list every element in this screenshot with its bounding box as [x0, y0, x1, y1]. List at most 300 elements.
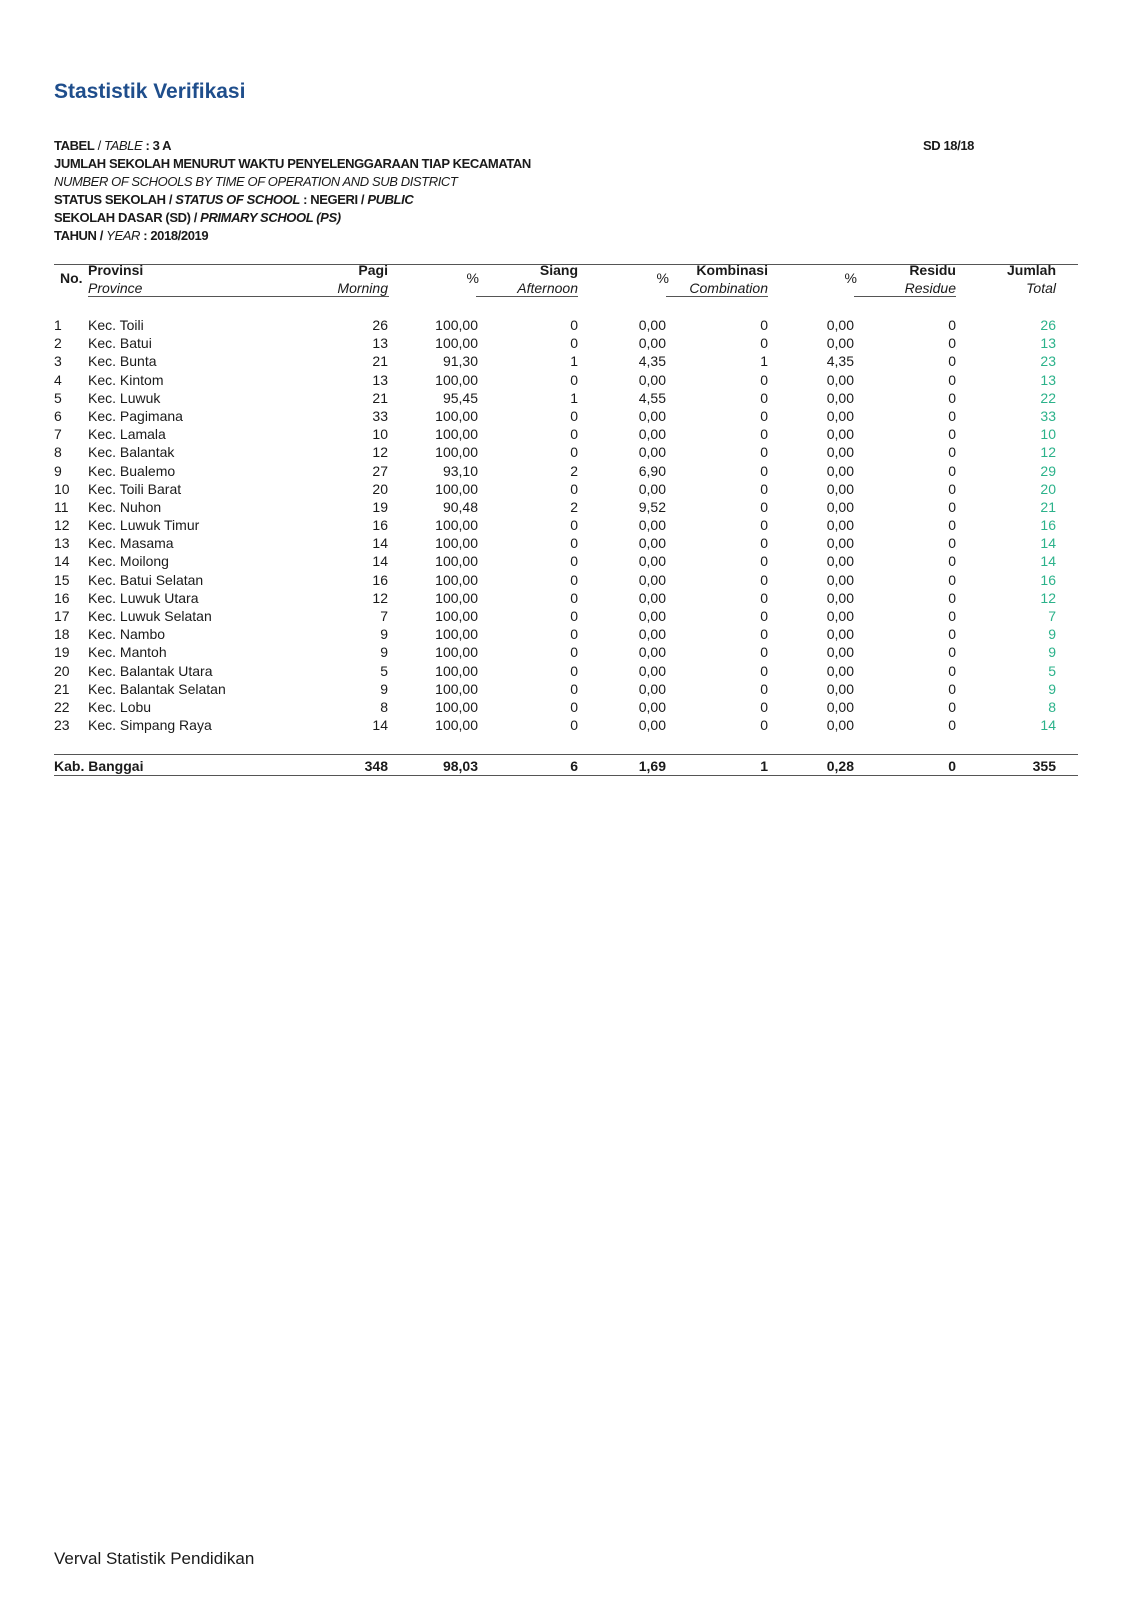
heading-id: JUMLAH SEKOLAH MENURUT WAKTU PENYELENGGARAAN TIAP KECAMATAN — [54, 156, 531, 171]
row-district: Kec. Moilong — [88, 553, 169, 570]
row-pct-afternoon: 0,00 — [638, 444, 666, 461]
row-no: 3 — [54, 353, 62, 370]
col-combination-id: Kombinasi — [696, 262, 768, 278]
row-district: Kec. Balantak Selatan — [88, 680, 226, 697]
table-row — [54, 480, 1078, 498]
row-morning: 13 — [372, 371, 388, 388]
table-row — [54, 552, 1078, 570]
row-total: 12 — [1040, 444, 1056, 461]
row-pct-afternoon: 0,00 — [638, 626, 666, 643]
row-pct-afternoon: 0,00 — [638, 407, 666, 424]
row-pct-afternoon: 6,90 — [638, 462, 666, 479]
row-morning: 19 — [372, 498, 388, 515]
col-afternoon-rule — [476, 296, 578, 297]
row-pct-afternoon: 0,00 — [638, 335, 666, 352]
row-morning: 33 — [372, 407, 388, 424]
row-total: 9 — [1048, 644, 1056, 661]
table-row — [54, 316, 1078, 334]
row-no: 1 — [54, 317, 62, 333]
row-total: 9 — [1048, 626, 1056, 643]
row-pct-combination: 0,00 — [826, 498, 854, 515]
row-pct-combination: 0,00 — [826, 335, 854, 352]
row-no: 22 — [54, 698, 70, 715]
col-pct-afternoon: % — [656, 270, 669, 286]
row-pct-combination: 0,00 — [826, 698, 854, 715]
row-pct-afternoon: 0,00 — [638, 644, 666, 661]
table-id-value: 3 A — [152, 138, 172, 153]
row-pct-afternoon: 0,00 — [638, 589, 666, 606]
row-district: Kec. Luwuk Timur — [88, 517, 200, 534]
row-district: Kec. Mantoh — [88, 644, 167, 661]
row-total: 21 — [1040, 498, 1056, 515]
row-pct-combination: 0,00 — [826, 480, 854, 497]
row-no: 8 — [54, 444, 62, 461]
row-morning: 21 — [372, 353, 388, 370]
page-title: Stastistik Verifikasi — [54, 80, 246, 103]
row-pct-morning: 100,00 — [435, 444, 478, 461]
summary-label: Kab. Banggai — [54, 758, 144, 774]
row-combination: 0 — [760, 444, 768, 461]
summary-residue: 0 — [948, 758, 956, 774]
row-district: Kec. Bualemo — [88, 462, 176, 479]
row-no: 10 — [54, 480, 70, 497]
row-residue: 0 — [948, 317, 956, 333]
row-pct-combination: 0,00 — [826, 626, 854, 643]
table-row — [54, 698, 1078, 716]
sheet-code: SD 18/18 — [922, 138, 974, 153]
summary-total: 355 — [1032, 758, 1056, 774]
row-pct-afternoon: 0,00 — [638, 371, 666, 388]
row-pct-afternoon: 0,00 — [638, 480, 666, 497]
row-no: 5 — [54, 389, 62, 406]
row-afternoon: 0 — [570, 680, 578, 697]
row-pct-combination: 0,00 — [826, 317, 854, 333]
row-residue: 0 — [948, 335, 956, 352]
row-pct-combination: 0,00 — [826, 389, 854, 406]
row-morning: 27 — [372, 462, 388, 479]
col-total-id: Jumlah — [1006, 262, 1056, 278]
row-morning: 5 — [380, 662, 388, 679]
row-total: 33 — [1040, 407, 1056, 424]
row-pct-morning: 100,00 — [435, 662, 478, 679]
table-row — [54, 534, 1078, 552]
table-header — [54, 264, 1078, 304]
row-pct-morning: 100,00 — [435, 717, 478, 734]
row-total: 29 — [1040, 462, 1056, 479]
row-pct-afternoon: 4,35 — [638, 353, 666, 370]
row-combination: 0 — [760, 717, 768, 734]
row-no: 15 — [54, 571, 70, 588]
row-afternoon: 0 — [570, 517, 578, 534]
row-combination: 0 — [760, 389, 768, 406]
row-residue: 0 — [948, 662, 956, 679]
row-total: 9 — [1048, 680, 1056, 697]
row-afternoon: 0 — [570, 407, 578, 424]
row-total: 10 — [1040, 426, 1056, 443]
row-residue: 0 — [948, 553, 956, 570]
row-pct-afternoon: 0,00 — [638, 662, 666, 679]
row-district: Kec. Luwuk Utara — [88, 589, 199, 606]
row-pct-morning: 100,00 — [435, 608, 478, 624]
row-total: 26 — [1040, 317, 1056, 333]
summary-pct-afternoon: 1,69 — [638, 758, 666, 774]
row-no: 23 — [54, 717, 70, 734]
row-pct-morning: 90,48 — [442, 498, 478, 515]
row-afternoon: 0 — [570, 698, 578, 715]
row-pct-morning: 100,00 — [435, 571, 478, 588]
row-afternoon: 2 — [570, 498, 578, 515]
row-residue: 0 — [948, 444, 956, 461]
summary-afternoon: 6 — [570, 758, 578, 774]
row-pct-morning: 100,00 — [435, 589, 478, 606]
table-row — [54, 625, 1078, 643]
year-label-en: YEAR — [106, 228, 140, 243]
row-pct-combination: 0,00 — [826, 517, 854, 534]
row-no: 20 — [54, 662, 70, 679]
row-total: 14 — [1040, 553, 1056, 570]
row-pct-morning: 93,10 — [442, 462, 478, 479]
row-pct-combination: 0,00 — [826, 717, 854, 734]
row-pct-combination: 0,00 — [826, 407, 854, 424]
row-district: Kec. Bunta — [88, 353, 157, 370]
row-pct-morning: 100,00 — [435, 644, 478, 661]
row-pct-combination: 0,00 — [826, 608, 854, 624]
col-pct-combination: % — [844, 270, 857, 286]
row-total: 13 — [1040, 371, 1056, 388]
row-combination: 0 — [760, 626, 768, 643]
table-row — [54, 389, 1078, 407]
row-morning: 7 — [380, 608, 388, 624]
row-morning: 14 — [372, 553, 388, 570]
table-row — [54, 371, 1078, 389]
year-line: TAHUN / YEAR : 2018/2019 — [54, 228, 209, 243]
row-total: 12 — [1040, 589, 1056, 606]
row-total: 14 — [1040, 535, 1056, 552]
col-afternoon — [476, 261, 578, 297]
row-residue: 0 — [948, 717, 956, 734]
row-residue: 0 — [948, 389, 956, 406]
row-combination: 0 — [760, 662, 768, 679]
level-id: SEKOLAH DASAR (SD) — [54, 210, 191, 225]
table-row — [54, 425, 1078, 443]
row-district: Kec. Luwuk — [88, 389, 161, 406]
row-district: Kec. Toili — [88, 317, 144, 333]
row-total: 16 — [1040, 571, 1056, 588]
year-value: 2018/2019 — [150, 228, 209, 243]
status-value-en: PUBLIC — [367, 192, 414, 207]
row-morning: 9 — [380, 626, 388, 643]
col-residue-rule — [854, 296, 956, 297]
row-afternoon: 0 — [570, 371, 578, 388]
status-value-id: NEGERI — [310, 192, 358, 207]
row-pct-morning: 100,00 — [435, 626, 478, 643]
table-row — [54, 680, 1078, 698]
row-combination: 0 — [760, 371, 768, 388]
row-pct-combination: 0,00 — [826, 589, 854, 606]
row-morning: 8 — [380, 698, 388, 715]
row-no: 17 — [54, 608, 70, 624]
row-residue: 0 — [948, 407, 956, 424]
row-pct-combination: 0,00 — [826, 535, 854, 552]
row-combination: 0 — [760, 480, 768, 497]
table-row — [54, 607, 1078, 625]
row-district: Kec. Balantak Utara — [88, 662, 213, 679]
row-pct-combination: 0,00 — [826, 462, 854, 479]
row-no: 2 — [54, 335, 62, 352]
row-pct-morning: 100,00 — [435, 553, 478, 570]
row-district: Kec. Nuhon — [88, 498, 162, 515]
row-afternoon: 0 — [570, 480, 578, 497]
row-no: 19 — [54, 644, 70, 661]
row-pct-morning: 100,00 — [435, 698, 478, 715]
row-combination: 0 — [760, 426, 768, 443]
row-morning: 9 — [380, 680, 388, 697]
row-afternoon: 0 — [570, 535, 578, 552]
col-residue-id: Residu — [909, 262, 956, 278]
row-no: 4 — [54, 371, 62, 388]
col-morning-en: Morning — [337, 280, 388, 296]
row-district: Kec. Kintom — [88, 371, 164, 388]
row-pct-afternoon: 0,00 — [638, 680, 666, 697]
table-row — [54, 407, 1078, 425]
table-row — [54, 334, 1078, 352]
row-residue: 0 — [948, 480, 956, 497]
row-total: 20 — [1040, 480, 1056, 497]
level-line: SEKOLAH DASAR (SD) / PRIMARY SCHOOL (PS) — [54, 210, 341, 225]
row-afternoon: 0 — [570, 644, 578, 661]
row-afternoon: 0 — [570, 317, 578, 333]
row-combination: 0 — [760, 498, 768, 515]
row-pct-afternoon: 9,52 — [638, 498, 666, 515]
row-pct-afternoon: 0,00 — [638, 317, 666, 333]
row-pct-afternoon: 0,00 — [638, 553, 666, 570]
row-afternoon: 0 — [570, 335, 578, 352]
summary-top-rule — [54, 754, 1078, 755]
row-afternoon: 2 — [570, 462, 578, 479]
page-footer: Verval Statistik Pendidikan — [54, 1549, 255, 1568]
row-pct-combination: 0,00 — [826, 662, 854, 679]
row-pct-afternoon: 4,55 — [638, 389, 666, 406]
table-body — [54, 316, 1078, 734]
row-no: 9 — [54, 462, 62, 479]
row-pct-morning: 100,00 — [435, 426, 478, 443]
row-pct-morning: 100,00 — [435, 535, 478, 552]
row-no: 21 — [54, 680, 70, 697]
table-id-label-en: TABLE — [104, 138, 143, 153]
row-afternoon: 0 — [570, 444, 578, 461]
row-total: 23 — [1040, 353, 1056, 370]
row-pct-afternoon: 0,00 — [638, 571, 666, 588]
summary-pct-morning: 98,03 — [442, 758, 478, 774]
row-combination: 0 — [760, 535, 768, 552]
row-combination: 0 — [760, 698, 768, 715]
row-pct-morning: 100,00 — [435, 317, 478, 333]
row-combination: 0 — [760, 335, 768, 352]
row-afternoon: 0 — [570, 426, 578, 443]
table-row — [54, 516, 1078, 534]
row-combination: 0 — [760, 553, 768, 570]
status-line: STATUS SEKOLAH / STATUS OF SCHOOL : NEGERI / PUBLIC — [54, 192, 414, 207]
heading-en: NUMBER OF SCHOOLS BY TIME OF OPERATION AND SUB DISTRICT — [54, 174, 458, 189]
row-morning: 10 — [372, 426, 388, 443]
row-pct-morning: 95,45 — [442, 389, 478, 406]
row-combination: 0 — [760, 680, 768, 697]
col-pct-morning: % — [466, 270, 479, 286]
row-morning: 12 — [372, 444, 388, 461]
row-pct-morning: 100,00 — [435, 335, 478, 352]
row-pct-afternoon: 0,00 — [638, 717, 666, 734]
row-total: 5 — [1048, 662, 1056, 679]
row-morning: 9 — [380, 644, 388, 661]
row-district: Kec. Batui Selatan — [88, 571, 204, 588]
row-pct-afternoon: 0,00 — [638, 517, 666, 534]
row-district: Kec. Pagimana — [88, 407, 183, 424]
year-label-id: TAHUN — [54, 228, 97, 243]
row-residue: 0 — [948, 426, 956, 443]
summary-combination: 1 — [760, 758, 768, 774]
row-total: 13 — [1040, 335, 1056, 352]
col-total — [974, 261, 1056, 297]
col-morning-id: Pagi — [358, 262, 388, 278]
row-morning: 16 — [372, 571, 388, 588]
row-no: 14 — [54, 553, 70, 570]
table-id-line: TABEL / TABLE : 3 A SD 18/18 — [54, 138, 974, 153]
summary-pct-combination: 0,28 — [826, 758, 854, 774]
row-pct-combination: 0,00 — [826, 426, 854, 443]
row-residue: 0 — [948, 698, 956, 715]
table-row — [54, 462, 1078, 480]
row-combination: 0 — [760, 644, 768, 661]
row-residue: 0 — [948, 498, 956, 515]
table-meta — [54, 137, 974, 245]
row-residue: 0 — [948, 571, 956, 588]
col-afternoon-id: Siang — [539, 262, 578, 278]
table-row — [54, 716, 1078, 734]
col-combination-en: Combination — [689, 280, 768, 296]
row-residue: 0 — [948, 517, 956, 534]
col-afternoon-en: Afternoon — [517, 280, 578, 296]
row-pct-combination: 4,35 — [826, 353, 854, 370]
row-total: 22 — [1040, 389, 1056, 406]
row-district: Kec. Toili Barat — [88, 480, 182, 497]
row-district: Kec. Simpang Raya — [88, 717, 212, 734]
summary-row — [54, 756, 1078, 776]
row-afternoon: 0 — [570, 571, 578, 588]
row-morning: 20 — [372, 480, 388, 497]
row-pct-combination: 0,00 — [826, 571, 854, 588]
table-row — [54, 352, 1078, 370]
row-pct-combination: 0,00 — [826, 644, 854, 661]
row-total: 7 — [1048, 608, 1056, 624]
row-afternoon: 0 — [570, 589, 578, 606]
row-combination: 1 — [760, 353, 768, 370]
row-residue: 0 — [948, 644, 956, 661]
row-afternoon: 0 — [570, 626, 578, 643]
row-district: Kec. Lamala — [88, 426, 166, 443]
row-morning: 14 — [372, 717, 388, 734]
row-residue: 0 — [948, 626, 956, 643]
row-pct-combination: 0,00 — [826, 553, 854, 570]
col-no: No. — [60, 270, 83, 286]
row-pct-morning: 100,00 — [435, 407, 478, 424]
row-pct-afternoon: 0,00 — [638, 535, 666, 552]
row-pct-combination: 0,00 — [826, 680, 854, 697]
row-afternoon: 0 — [570, 662, 578, 679]
row-pct-morning: 100,00 — [435, 480, 478, 497]
row-pct-morning: 91,30 — [442, 353, 478, 370]
table-row — [54, 571, 1078, 589]
row-afternoon: 0 — [570, 553, 578, 570]
table-id-label-id: TABEL — [54, 138, 95, 153]
row-district: Kec. Nambo — [88, 626, 166, 643]
row-pct-afternoon: 0,00 — [638, 608, 666, 624]
row-total: 8 — [1048, 698, 1056, 715]
row-combination: 0 — [760, 462, 768, 479]
level-en: PRIMARY SCHOOL (PS) — [200, 210, 341, 225]
row-pct-afternoon: 0,00 — [638, 698, 666, 715]
row-pct-combination: 0,00 — [826, 371, 854, 388]
row-district: Kec. Luwuk Selatan — [88, 608, 212, 624]
row-combination: 0 — [760, 407, 768, 424]
row-district: Kec. Lobu — [88, 698, 152, 715]
row-no: 13 — [54, 535, 70, 552]
row-residue: 0 — [948, 589, 956, 606]
col-residue-en: Residue — [904, 280, 956, 296]
table-row — [54, 643, 1078, 661]
status-label-id: STATUS SEKOLAH — [54, 192, 166, 207]
row-combination: 0 — [760, 571, 768, 588]
col-morning — [288, 261, 388, 297]
row-combination: 0 — [760, 517, 768, 534]
row-morning: 16 — [372, 517, 388, 534]
row-morning: 12 — [372, 589, 388, 606]
row-morning: 21 — [372, 389, 388, 406]
row-pct-combination: 0,00 — [826, 444, 854, 461]
row-district: Kec. Balantak — [88, 444, 175, 461]
table-row — [54, 498, 1078, 516]
summary-bottom-rule — [54, 775, 1078, 776]
row-no: 18 — [54, 626, 70, 643]
row-afternoon: 1 — [570, 353, 578, 370]
row-total: 14 — [1040, 717, 1056, 734]
row-residue: 0 — [948, 680, 956, 697]
row-pct-morning: 100,00 — [435, 517, 478, 534]
row-pct-morning: 100,00 — [435, 371, 478, 388]
row-morning: 14 — [372, 535, 388, 552]
table-row — [54, 589, 1078, 607]
table-row — [54, 443, 1078, 461]
col-province-en: Province — [88, 280, 143, 296]
col-combination — [666, 261, 768, 297]
row-combination: 0 — [760, 317, 768, 333]
col-province-id: Provinsi — [88, 262, 144, 278]
row-residue: 0 — [948, 371, 956, 388]
row-no: 7 — [54, 426, 62, 443]
row-no: 6 — [54, 407, 62, 424]
col-total-en: Total — [1026, 280, 1056, 296]
row-pct-afternoon: 0,00 — [638, 426, 666, 443]
row-residue: 0 — [948, 353, 956, 370]
row-residue: 0 — [948, 535, 956, 552]
col-combination-rule — [666, 296, 768, 297]
row-no: 16 — [54, 589, 70, 606]
table-row — [54, 662, 1078, 680]
row-combination: 0 — [760, 608, 768, 624]
row-residue: 0 — [948, 462, 956, 479]
row-district: Kec. Batui — [88, 335, 152, 352]
row-morning: 13 — [372, 335, 388, 352]
row-no: 11 — [54, 498, 69, 515]
